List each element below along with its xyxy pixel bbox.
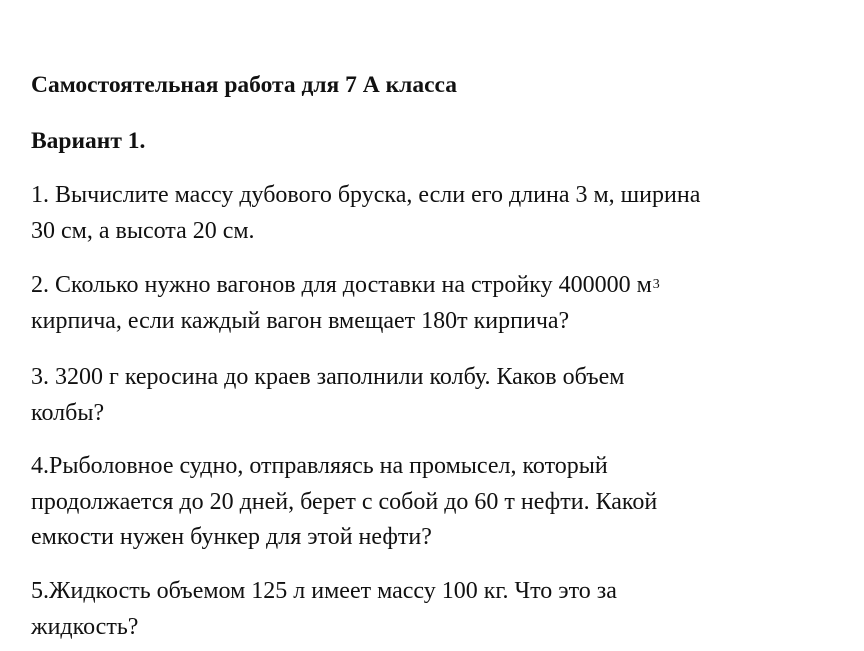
task-5 [31,574,831,645]
task-3-line-2: колбы? [31,399,105,426]
task-3-line-1: 3. 3200 г керосина до краев заполнили колбу. Каков объем [31,364,625,390]
task-5-line-2: жидкость? [31,613,139,640]
task-4-line-2: продолжается до 20 дней, берет с собой до 60 т нефти. Какой [31,488,658,515]
task-4 [31,449,831,556]
task-1-line-1: 1. Вычислите массу дубового бруска, если его длина 3 м, ширина [31,182,701,208]
task-3 [31,360,831,431]
document-title: Самостоятельная работа для 7 А класса [31,72,457,98]
task-1-line-2: 30 см, а высота 20 см. [31,217,255,244]
variant-heading: Вариант 1. [31,128,146,154]
task-2-line-1 [31,268,831,304]
cubic-superscript: 3 [652,277,660,292]
task-1 [31,178,831,249]
task-2-line-2: кирпича, если каждый вагон вмещает 180т кирпича? [31,307,570,334]
task-4-line-3: емкости нужен бункер для этой нефти? [31,524,432,550]
task-4-line-1: 4.Рыболовное судно, отправляясь на промысел, который [31,453,608,479]
task-5-line-1: 5.Жидкость объемом 125 л имеет массу 100 кг. Что это за [31,578,617,604]
task-2-line-1-text: 2. Сколько нужно вагонов для доставки на стройку 400000 м [31,272,652,298]
task-2 [31,268,831,339]
